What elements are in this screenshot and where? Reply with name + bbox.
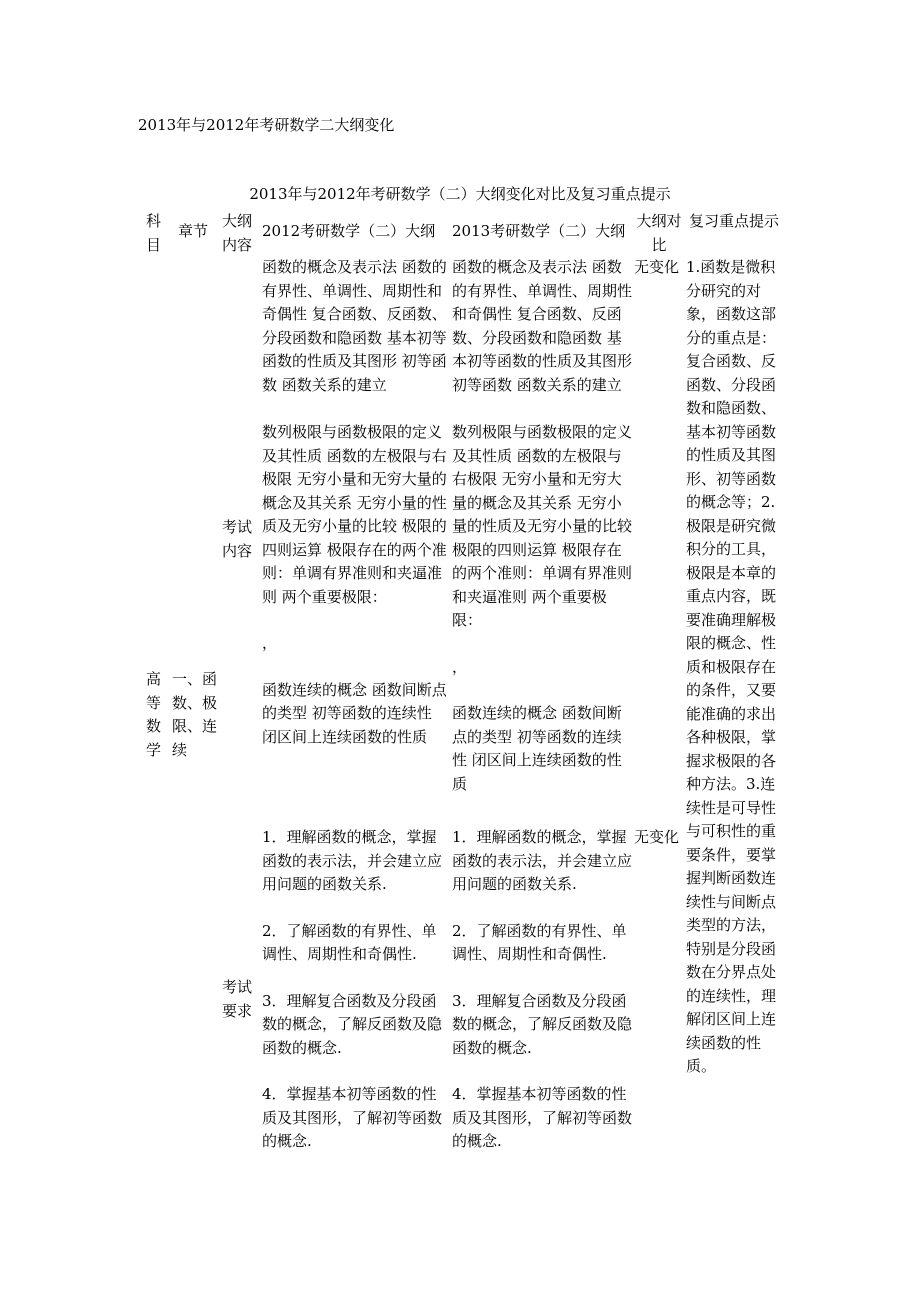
header-subject: 科目 <box>146 212 162 254</box>
requirements-2013-cell <box>452 826 632 1162</box>
header-outline-content: 大纲内容 <box>222 212 253 254</box>
content-2012-paragraph-1: 函数的概念及表示法 函数的有界性、单调性、周期性和奇偶性 复合函数、反函数、分段函数和隐函数 基本初等函数的性质及其图形 初等函数 函数关系的建立 <box>262 258 447 394</box>
requirement-2013-item-4: 4．掌握基本初等函数的性质及其图形，了解初等函数的概念. <box>452 1085 632 1150</box>
content-2012-cell <box>262 256 450 824</box>
requirement-2013-item-3: 3．理解复合函数及分段函数的概念，了解反函数及隐函数的概念. <box>452 991 632 1057</box>
section-exam-content: 考试内容 <box>222 518 253 560</box>
header-chapter: 章节 <box>178 222 209 240</box>
requirement-2013-item-1: 1．理解函数的概念，掌握函数的表示法，并会建立应用问题的函数关系. <box>452 828 632 893</box>
content-2013-paragraph-1: 函数的概念及表示法 函数的有界性、单调性、周期性和奇偶性 复合函数、反函数、分段函数和隐函数 基本初等函数的性质及其图形 初等函数 函数关系的建立 <box>452 258 632 394</box>
header-comparison: 大纲对比 <box>636 212 682 254</box>
header-outline-2012: 2012考研数学（二）大纲 <box>262 222 436 240</box>
section-exam-requirements: 考试要求 <box>222 978 253 1020</box>
requirement-2012-item-2: 2．了解函数的有界性、单调性、周期性和奇偶性. <box>262 921 437 963</box>
content-comparison-cell: 无变化 <box>634 258 680 276</box>
content-2012-paragraph-3: ， <box>262 634 278 652</box>
content-2013-cell <box>452 256 632 824</box>
requirements-2012-cell <box>262 826 450 1162</box>
subject-cell: 高等数学 <box>146 670 162 759</box>
review-tips-cell: 1.函数是微积分研究的对象，函数这部分的重点是：复合函数、反函数、分段函数和隐函数、基本初等函数的性质及其图形、初等函数的概念等；2.极限是研究微积分的工具，极限是本章的重点内容，既要准确理解极限的概念、性质和极限存在的条件，又要能准确的求出各种极限，掌握求极限的各种方法。3.连续性是可导性与可积性的重要条件，要掌握判断函数连续性与间断点类型的方法，特别是分段函数在分界点处的连续性，理解闭区间上连续函数的性质。 <box>686 258 777 1075</box>
content-2013-paragraph-3: ， <box>452 657 468 676</box>
requirements-comparison-cell: 无变化 <box>634 828 680 846</box>
requirement-2013-item-2: 2．了解函数的有界性、单调性、周期性和奇偶性. <box>452 921 627 963</box>
table-title: 2013年与2012年考研数学（二）大纲变化对比及复习重点提示 <box>249 185 671 203</box>
header-outline-2013: 2013考研数学（二）大纲 <box>452 222 626 240</box>
chapter-cell: 一、函数、极限、连续 <box>172 670 218 759</box>
content-2013-paragraph-2: 数列极限与函数极限的定义及其性质 函数的左极限与右极限 无穷小量和无穷大量的概念及其关系 无穷小量的性质及无穷小量的比较 极限的四则运算 极限存在的两个准则：单调有界准则和夹逼准则 两个重要极限： <box>452 423 632 629</box>
document-title: 2013年与2012年考研数学二大纲变化 <box>138 116 395 134</box>
requirement-2012-item-4: 4．掌握基本初等函数的性质及其图形，了解初等函数的概念. <box>262 1085 443 1150</box>
requirement-2012-item-1: 1．理解函数的概念，掌握函数的表示法，并会建立应用问题的函数关系. <box>262 828 443 893</box>
requirement-2012-item-3: 3．理解复合函数及分段函数的概念，了解反函数及隐函数的概念. <box>262 991 443 1057</box>
content-2013-paragraph-4: 函数连续的概念 函数间断点的类型 初等函数的连续性 闭区间上连续函数的性质 <box>452 704 622 793</box>
content-2012-paragraph-2: 数列极限与函数极限的定义及其性质 函数的左极限与右极限 无穷小量和无穷大量的概念及其关系 无穷小量的性质及无穷小量的比较 极限的四则运算 极限存在的两个准则：单调有界准则和夹逼准则 两个重要极限： <box>262 423 447 606</box>
content-2012-paragraph-4: 函数连续的概念 函数间断点的类型 初等函数的连续性 闭区间上连续函数的性质 <box>262 680 447 746</box>
header-review-tips: 复习重点提示 <box>688 212 779 230</box>
